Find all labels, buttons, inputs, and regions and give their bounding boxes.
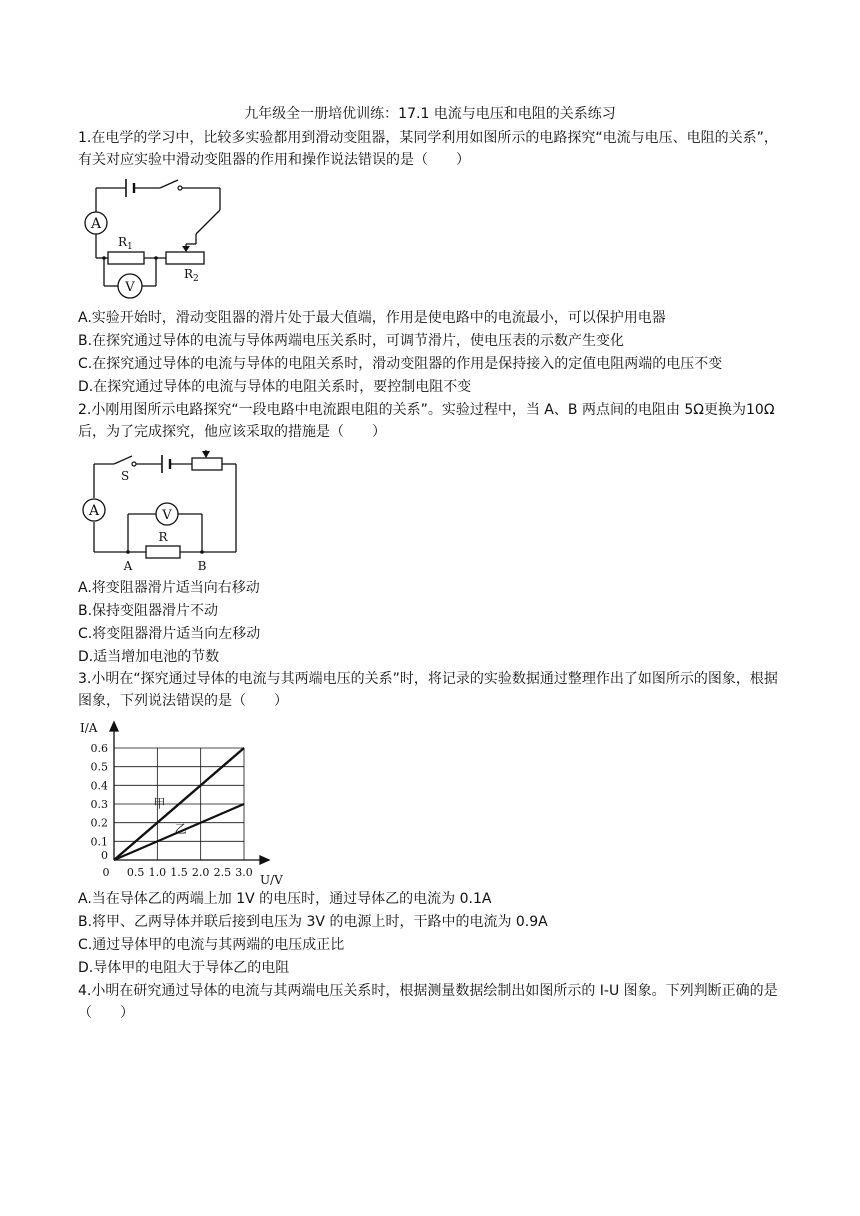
question-2-option-a: A.将变阻器滑片适当向右移动 xyxy=(78,580,260,596)
series-label-0: 甲 xyxy=(153,796,166,811)
question-1-option-d: D.在探究通过导体的电流与导体的电阻关系时，要控制电阻不变 xyxy=(78,379,472,395)
y-tick-label-2: 0.2 xyxy=(90,816,108,830)
chart-labels xyxy=(80,721,283,886)
y-axis-arrow xyxy=(110,722,118,731)
question-4-stem: 4.小明在研究通过导体的电流与其两端电压关系时，根据测量数据绘制出如图所示的 I-U 图象。下列判断正确的是（ ） xyxy=(78,983,778,1021)
question-1-option-b: B.在探究通过导体的电流与导体两端电压关系时，可调节滑片，使电压表的示数产生变化 xyxy=(78,333,625,349)
switch-label: S xyxy=(121,469,130,483)
ammeter-label: A xyxy=(90,216,102,232)
y-tick-label-1: 0.1 xyxy=(90,835,108,849)
question-3-option-c: C.通过导体甲的电流与其两端的电压成正比 xyxy=(78,937,345,953)
x-tick-label-2: 1.0 xyxy=(148,866,167,879)
series-label-1: 乙 xyxy=(174,822,187,837)
question-2-option-d: D.适当增加电池的节数 xyxy=(78,649,220,665)
question-3-iu-chart xyxy=(78,718,288,886)
question-1-option-c: C.在探究通过导体的电流与导体的电阻关系时，滑动变阻器的作用是保持接入的定值电阻两端的电压不变 xyxy=(78,356,723,372)
x-tick-label-1: 0.5 xyxy=(126,866,145,879)
x-tick-label-6: 3.0 xyxy=(235,866,253,879)
ammeter-label: A xyxy=(88,503,100,519)
x-tick-label-5: 2.5 xyxy=(213,866,232,879)
point-b-label: B xyxy=(197,559,207,573)
y-tick-label-3: 0.3 xyxy=(90,798,108,811)
question-3-option-a: A.当在导体乙的两端上加 1V 的电压时，通过导体乙的电流为 0.1A xyxy=(78,891,492,907)
page-title: 九年级全一册培优训练：17.1 电流与电压和电阻的关系练习 xyxy=(244,106,616,122)
x-axis-arrow xyxy=(260,856,269,864)
r1-label: $R_1$ xyxy=(118,235,133,252)
question-2-circuit-diagram xyxy=(78,446,248,574)
question-3-option-b: B.将甲、乙两导体并联后接到电压为 3V 的电源上时，干路中的电流为 0.9A xyxy=(78,914,548,930)
x-tick-label-3: 1.5 xyxy=(170,866,188,879)
voltmeter-label: V xyxy=(125,280,135,295)
x-tick-label-0: 0 xyxy=(102,866,110,879)
y-tick-label-6: 0.6 xyxy=(90,742,108,755)
question-2-option-c: C.将变阻器滑片适当向左移动 xyxy=(78,626,261,642)
x-tick-label-4: 2.0 xyxy=(191,866,210,879)
y-tick-label-0: 0 xyxy=(101,849,108,862)
y-tick-label-4: 0.4 xyxy=(90,779,108,793)
y-tick-label-5: 0.5 xyxy=(90,760,108,774)
point-a-label: A xyxy=(123,559,133,573)
question-1-option-a: A.实验开始时，滑动变阻器的滑片处于最大值端，作用是使电路中的电流最小，可以保护用电器 xyxy=(78,310,666,326)
question-2-stem: 2.小刚用图所示电路探究“一段电路中电流跟电阻的关系”。实验过程中，当 A、B 两点间的电阻由 5Ω更换为10Ω后，为了完成探究，他应该采取的措施是（ ） xyxy=(78,402,775,440)
question-3-stem: 3.小明在“探究通过导体的电流与其两端电压的关系”时，将记录的实验数据通过整理作出了如图所示的图象，根据图象，下列说法错误的是（ ） xyxy=(78,671,778,709)
x-axis-label: U/V xyxy=(260,873,283,886)
resistor-label: R xyxy=(158,530,168,544)
question-3-option-d: D.导体甲的电阻大于导体乙的电阻 xyxy=(78,960,290,976)
question-1-circuit-diagram xyxy=(78,176,248,304)
y-axis-label: I/A xyxy=(80,721,98,735)
r2-label: $R_2$ xyxy=(184,267,199,284)
voltmeter-label: V xyxy=(162,508,172,523)
question-1-stem: 1.在电学的学习中，比较多实验都用到滑动变阻器，某同学利用如图所示的电路探究“电流与电压、电阻的关系”，有关对应实验中滑动变阻器的作用和操作说法错误的是（ ） xyxy=(78,130,778,168)
question-2-option-b: B.保持变阻器滑片不动 xyxy=(78,603,219,619)
